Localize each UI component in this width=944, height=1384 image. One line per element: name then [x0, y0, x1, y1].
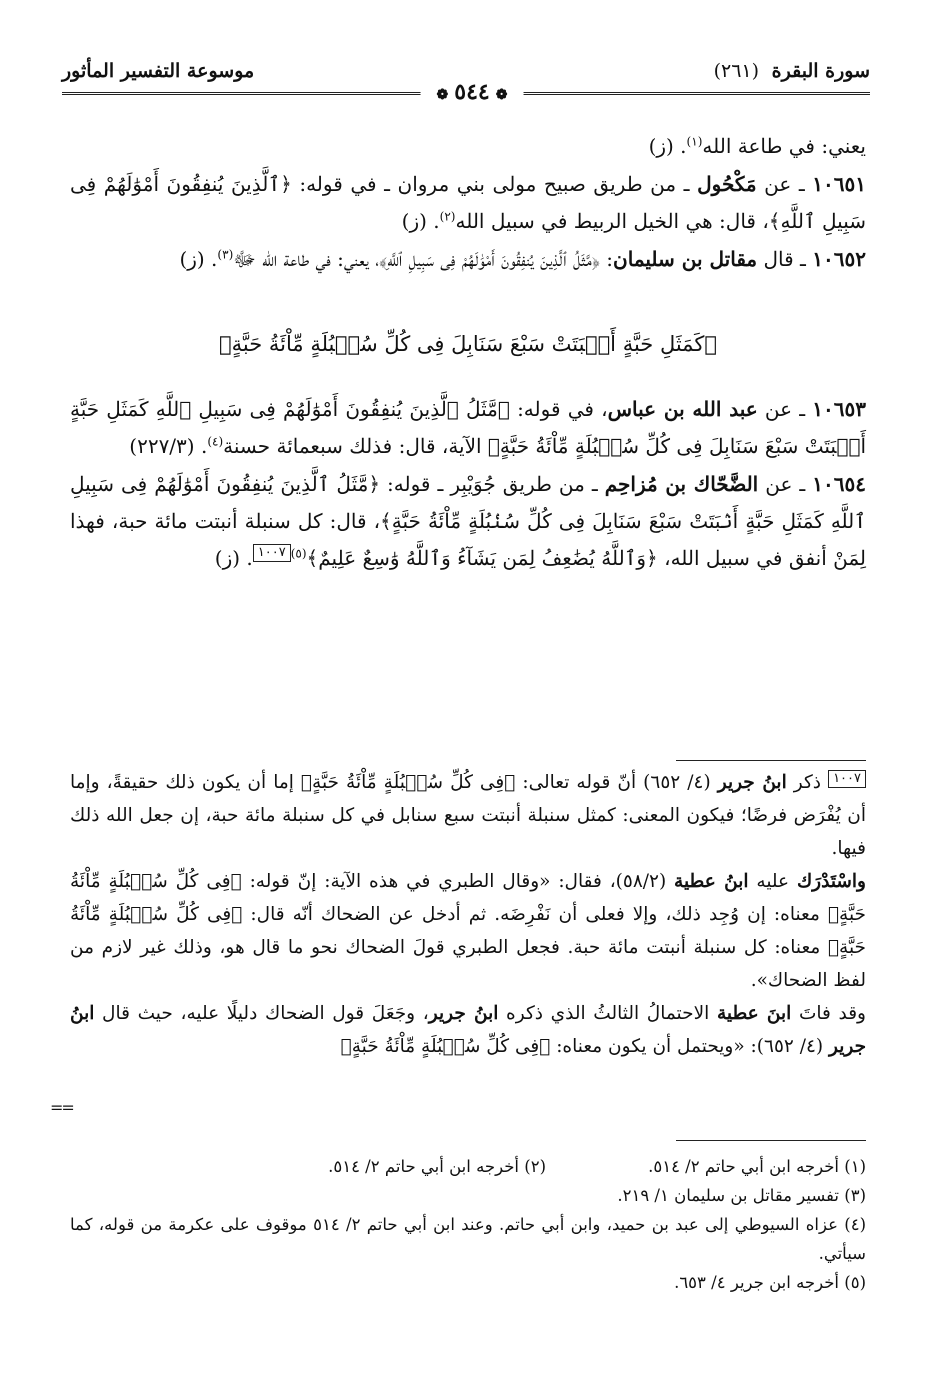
text: ـ من طريق صبيح مولى بني مروان ـ في قوله: ﴿ٱلَّذِينَ يُنفِقُونَ أَمْوَٰلَهُمْ فِى سَبِيلِ ٱللَّهِ﴾، قال: هي الخيل الربيط في سبيل الله	[70, 172, 866, 233]
text: . (٢٢٧/٣)	[129, 434, 208, 458]
main-text	[70, 128, 866, 577]
text: . (ز)	[179, 247, 218, 271]
text: ، وجَعَلَ قول الضحاك دليلًا عليه، حيث قال	[94, 1003, 429, 1024]
book-title: موسوعة التفسير المأثور	[62, 60, 255, 82]
entry-number: ١٠٦٥١	[812, 172, 866, 196]
commentary	[70, 766, 866, 1063]
footnote-ref[interactable]: (٢)	[439, 209, 456, 224]
text: وقد فاتَ	[791, 1003, 866, 1024]
text: ـ عن	[758, 472, 813, 496]
ornament-icon: ❁	[436, 87, 449, 103]
entry-number: ١٠٦٥٣	[812, 397, 866, 421]
footnote-ref[interactable]: (٤)	[207, 434, 224, 449]
scholar-name: ابنُ جرير	[717, 772, 787, 793]
narrator-name: عبد الله بن عباس	[607, 397, 758, 421]
text: : ﴿مَّثَلُ ٱلَّذِينَ يُنفِقُونَ أَمْوَٰلَهُمْ فِى سَبِيلِ ٱللَّهِ﴾، يعني: في طاعة الله ﷻ	[233, 247, 614, 271]
lead-word: واسْتَدْرَك	[796, 871, 866, 892]
text: . (ز)	[648, 134, 687, 158]
commentary-ref-box: ١٠٠٧	[828, 770, 866, 788]
commentary-separator	[676, 760, 866, 761]
text: (٤/ ٦٥٢): «ويحتمل أن يكون معناه: ﴿فِى كُلِّ سُنۢبُلَةٍ مِّاْئَةُ حَبَّةٍ﴾	[340, 1036, 829, 1057]
paragraph	[70, 128, 866, 165]
footnote-ref[interactable]: (٣)	[217, 247, 234, 262]
footnote-row	[70, 1152, 866, 1181]
footnote-ref[interactable]: (١)	[686, 134, 703, 149]
scholar-name: ابنَ عطية	[716, 1003, 792, 1024]
footnote-4: (٤) عزاه السيوطي إلى عبد بن حميد، وابن أبي حاتم. وعند ابن أبي حاتم ٢/ ٥١٤ موقوف على عكرمة من قوله، كما سيأتي.	[70, 1215, 866, 1263]
entry-10653	[70, 391, 866, 465]
scholar-name: ابنُ جرير	[428, 1003, 499, 1024]
verse-heading: ﴿كَمَثَلِ حَبَّةٍ أَنۢبَتَتْ سَبْعَ سَنَابِلَ فِى كُلِّ سُنۢبُلَةٍ مِّاْئَةُ حَبَّةٍ﴾	[219, 332, 717, 356]
text: ـ عن	[756, 172, 813, 196]
entry-number: ١٠٦٥٤	[812, 472, 866, 496]
text: ـ من طريق جُوَيْبِر ـ قوله: ﴿مَّثَلُ ٱلَّذِينَ يُنفِقُونَ أَمْوَٰلَهُمْ فِى سَبِيلِ ٱللَّهِ كَمَثَلِ حَبَّةٍ أَنۢبَتَتْ سَبْعَ سَنَابِلَ فِى كُلِّ سُنۢبُلَةٍ مِّاْئَةُ حَبَّةٍ﴾، قال: كل سنبلة أنبتت مائة حبة، فهذا لِمَنْ أنفق في سبيل الله، ﴿وَٱللَّهُ يُضَٰعِفُ لِمَن يَشَآءُ وَٱللَّهُ وَٰسِعٌ عَلِيمٌ﴾	[70, 472, 866, 570]
text: (٥٨/٢)، فقال: «وقال الطبري في هذه الآية: إنّ قوله: ﴿فِى كُلِّ سُنۢبُلَةٍ مِّاْئَةُ حَبَّةٍ﴾ معناه: إن وُجِد ذلك، وإلا فعلى أن نَفْرِضَه. ثم أدخل عن الضحاك أنّه قال: ﴿فِى كُلِّ سُنۢبُلَةٍ مِّاْئَةُ حَبَّةٍ﴾ معناه: كل سنبلة أنبتت مائة حبة. فجعل الطبري قولَ الضحاك نحو ما قال هو، وذلك غير لازم من لفظ الضحاك».	[70, 871, 866, 991]
entry-10652	[70, 241, 866, 278]
footnote-2: (٢) أخرجه ابن أبي حاتم ٢/ ٥١٤.	[328, 1157, 546, 1176]
footnote-separator	[676, 1140, 866, 1141]
text: . (ز)	[401, 209, 440, 233]
continuation-mark: ==	[50, 1098, 73, 1117]
commentary-paragraph	[70, 997, 866, 1063]
commentary-paragraph	[70, 766, 866, 865]
commentary-ref-box[interactable]: ١٠٠٧	[253, 544, 291, 562]
narrator-name: مقاتل بن سليمان	[613, 247, 758, 271]
text: ـ قال	[757, 247, 813, 271]
narrator-name: الضَّحّاك بن مُزاحِم	[604, 472, 759, 496]
footnotes	[70, 1152, 866, 1297]
text: . (ز)	[214, 546, 253, 570]
page-number	[421, 79, 524, 105]
text: عليه	[748, 871, 797, 892]
text: (٤/ ٦٥٢) أنّ قوله تعالى: ﴿فِى كُلِّ سُنۢبُلَةٍ مِّاْئَةُ حَبَّةٍ﴾ إما أن يكون ذلك حقيقةً، وإما أن يُفْرَض فرضًا؛ فيكون المعنى: كمثل سنبلة أنبتت سبع سنابل في كل سنبلة مائة حبة، إن جعل الله ذلك فيها.	[70, 772, 866, 859]
entry-10654	[70, 466, 866, 577]
scholar-name: ابنُ جرير	[70, 1003, 866, 1057]
commentary-paragraph	[70, 865, 866, 997]
footnote-ref[interactable]: (٥)	[290, 546, 307, 561]
text: يعني: في طاعة الله	[702, 134, 866, 158]
footnote-5: (٥) أخرجه ابن جرير ٤/ ٦٥٣.	[674, 1273, 866, 1292]
entry-number: ١٠٦٥٢	[812, 247, 866, 271]
scholar-name: ابنُ عطية	[674, 871, 749, 892]
page-number-text: ٥٤٤	[454, 79, 490, 105]
entry-10651	[70, 166, 866, 240]
narrator-name: مَكْحُول	[697, 172, 757, 196]
surah-heading	[714, 60, 870, 82]
verse-number: (٢٦١)	[713, 60, 760, 82]
footnote-1: (١) أخرجه ابن أبي حاتم ٢/ ٥١٤.	[648, 1157, 866, 1176]
text: ذكر	[786, 772, 829, 793]
text: الاحتمالُ الثالثُ الذي ذكره	[498, 1003, 717, 1024]
text: ـ عن	[757, 397, 813, 421]
ornament-icon: ❁	[495, 87, 508, 103]
footnote-3: (٣) تفسير مقاتل بن سليمان ١/ ٢١٩.	[617, 1186, 866, 1205]
surah-name: سورة البقرة	[771, 60, 870, 82]
text: ، في قوله: ﴿مَّثَلُ ٱلَّذِينَ يُنفِقُونَ أَمْوَٰلَهُمْ فِى سَبِيلِ ٱللَّهِ كَمَثَلِ حَبَّةٍ أَنۢبَتَتْ سَبْعَ سَنَابِلَ فِى كُلِّ سُنۢبُلَةٍ مِّاْئَةُ حَبَّةٍ﴾ الآية، قال: فذلك سبعمائة حسنة	[70, 397, 866, 458]
